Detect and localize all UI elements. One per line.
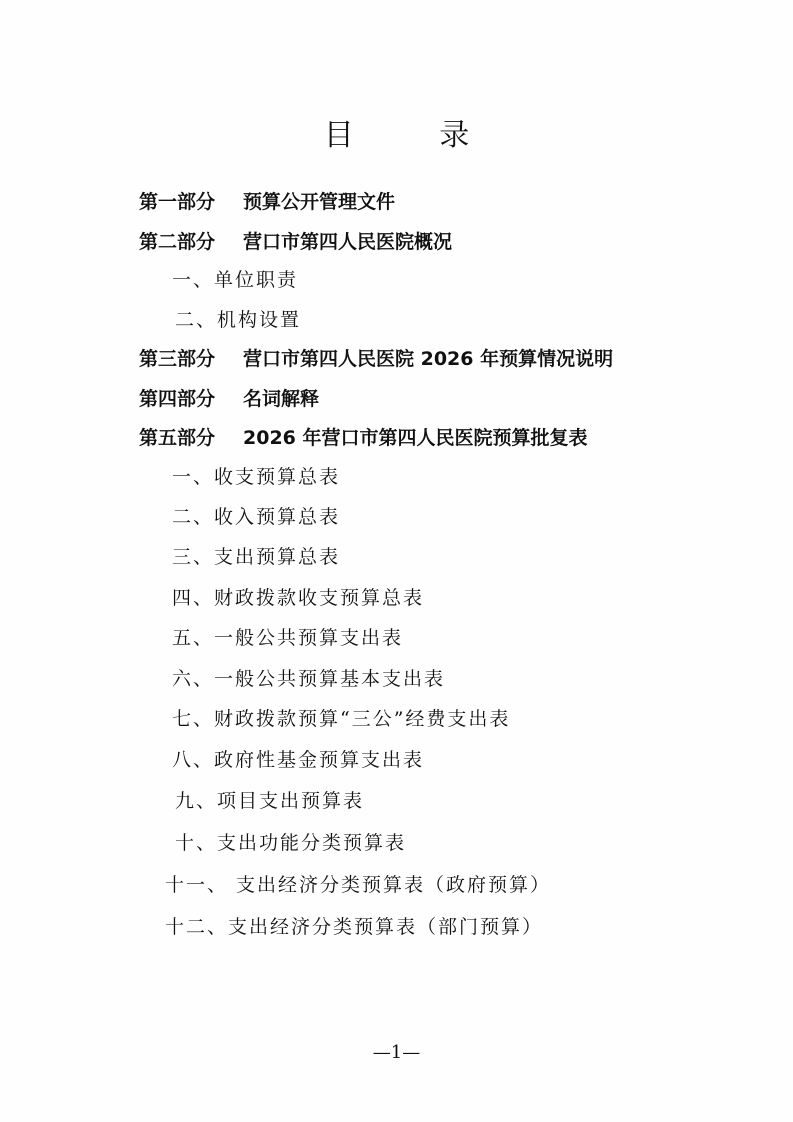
toc-item: 二、机构设置 bbox=[175, 309, 302, 331]
toc-part-text: 名词解释 bbox=[243, 388, 320, 410]
toc-item: 九、项目支出预算表 bbox=[175, 790, 365, 812]
toc-item: 十、支出功能分类预算表 bbox=[175, 832, 407, 854]
toc-part-1 bbox=[139, 193, 395, 212]
toc-item: 十一、 支出经济分类预算表（政府预算） bbox=[165, 874, 552, 896]
toc-item: 七、财政拨款预算“三公”经费支出表 bbox=[172, 708, 511, 730]
toc-part-label: 第五部分 bbox=[139, 427, 216, 449]
toc-part-3 bbox=[139, 350, 613, 369]
page-number: —1— bbox=[372, 1042, 421, 1063]
toc-item: 六、一般公共预算基本支出表 bbox=[172, 668, 446, 690]
toc-item: 一、单位职责 bbox=[172, 269, 299, 291]
toc-part-text: 营口市第四人民医院 2026 年预算情况说明 bbox=[243, 348, 614, 370]
toc-item: 五、一般公共预算支出表 bbox=[172, 627, 404, 649]
toc-item: 四、财政拨款收支预算总表 bbox=[172, 587, 425, 609]
toc-part-2 bbox=[139, 233, 452, 252]
toc-part-label: 第一部分 bbox=[139, 191, 216, 213]
toc-part-text: 营口市第四人民医院概况 bbox=[243, 231, 453, 253]
toc-part-4 bbox=[139, 390, 319, 409]
toc-item: 八、政府性基金预算支出表 bbox=[172, 749, 425, 771]
toc-title: 目 录 bbox=[323, 118, 508, 153]
toc-part-label: 第三部分 bbox=[139, 348, 216, 370]
toc-part-text: 2026 年营口市第四人民医院预算批复表 bbox=[243, 427, 588, 449]
toc-part-5 bbox=[139, 429, 588, 448]
toc-item: 二、收入预算总表 bbox=[172, 506, 341, 528]
toc-part-label: 第二部分 bbox=[139, 231, 216, 253]
toc-item: 三、支出预算总表 bbox=[172, 546, 341, 568]
toc-item: 一、收支预算总表 bbox=[172, 466, 341, 488]
toc-item: 十二、支出经济分类预算表（部门预算） bbox=[165, 916, 544, 938]
toc-part-text: 预算公开管理文件 bbox=[243, 191, 396, 213]
toc-part-label: 第四部分 bbox=[139, 388, 216, 410]
